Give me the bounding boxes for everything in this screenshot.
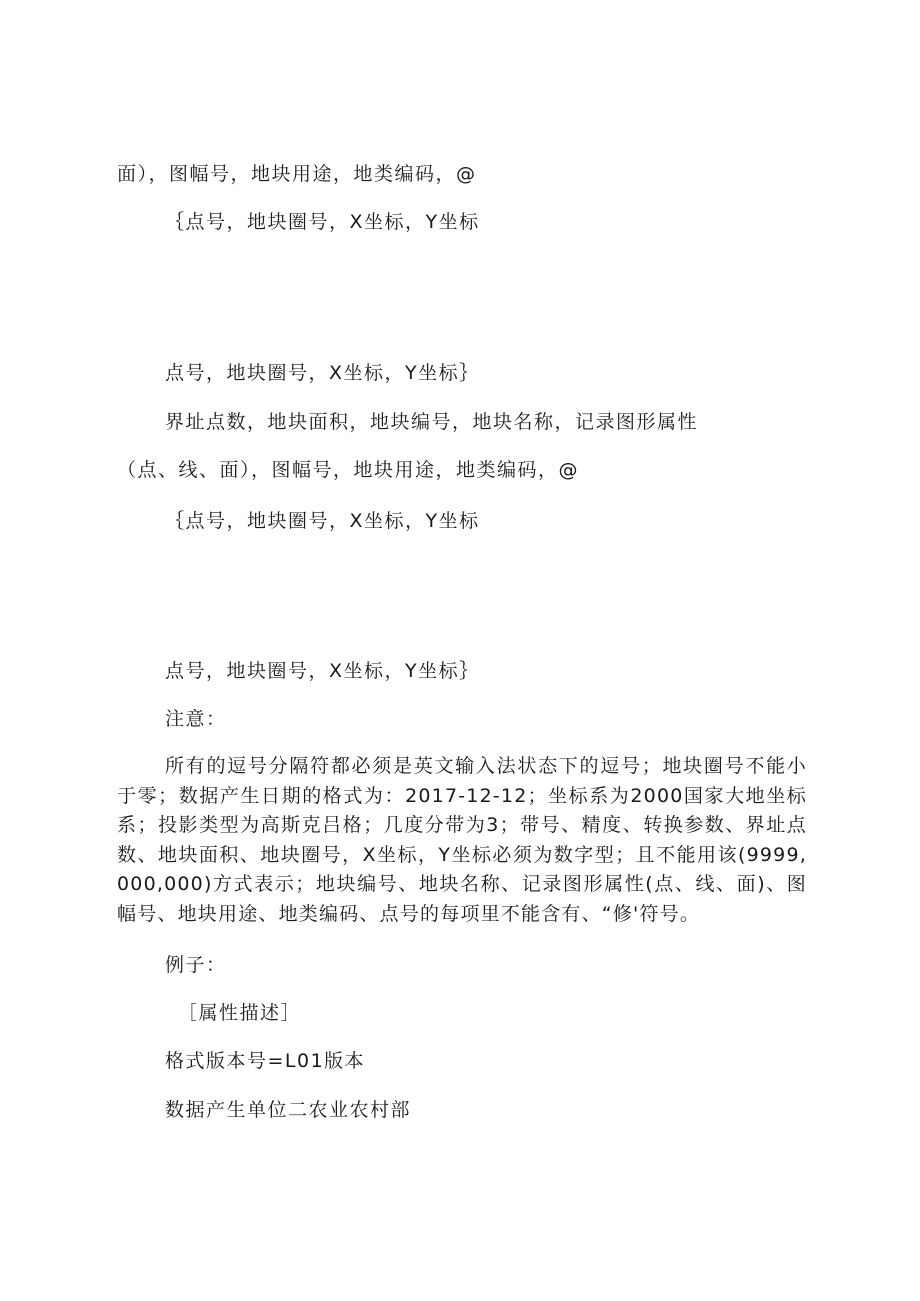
text-line: 点号，地块圈号，X坐标，Y坐标｝ bbox=[165, 660, 480, 682]
attribute-section-header: ［属性描述］ bbox=[178, 1002, 302, 1024]
text-line: 面），图幅号，地块用途，地类编码，@ bbox=[117, 163, 477, 185]
text-line: ｛点号，地块圈号，X坐标，Y坐标 bbox=[165, 211, 480, 233]
example-heading: 例子： bbox=[165, 954, 227, 976]
note-paragraph: 所有的逗号分隔符都必须是英文输入法状态下的逗号；地块圈号不能小于零；数据产生日期的格式为：2017-12-12；坐标系为2000国家大地坐标系；投影类型为高斯克吕格；几度分带为3；带号、精度、转换参数、界址点数、地块面积、地块圈号，X坐标，Y坐标必须为数字型；且不能用该(9999,000,000)方式表示；地块编号、地块名称、记录图形属性(点、线、面)、图幅号、地块用途、地类编码、点号的每项里不能含有、“修'符号。 bbox=[117, 755, 807, 925]
text-line: 点号，地块圈号，X坐标，Y坐标｝ bbox=[165, 362, 480, 384]
note-heading: 注意： bbox=[165, 708, 227, 730]
data-unit-line: 数据产生单位二农业农村部 bbox=[165, 1099, 412, 1121]
text-line: （点、线、面），图幅号，地块用途，地类编码，@ bbox=[117, 459, 580, 481]
text-line: 界址点数，地块面积，地块编号，地块名称，记录图形属性 bbox=[165, 411, 699, 433]
format-version-line: 格式版本号=L01版本 bbox=[165, 1050, 366, 1072]
text-line: ｛点号，地块圈号，X坐标，Y坐标 bbox=[165, 510, 480, 532]
